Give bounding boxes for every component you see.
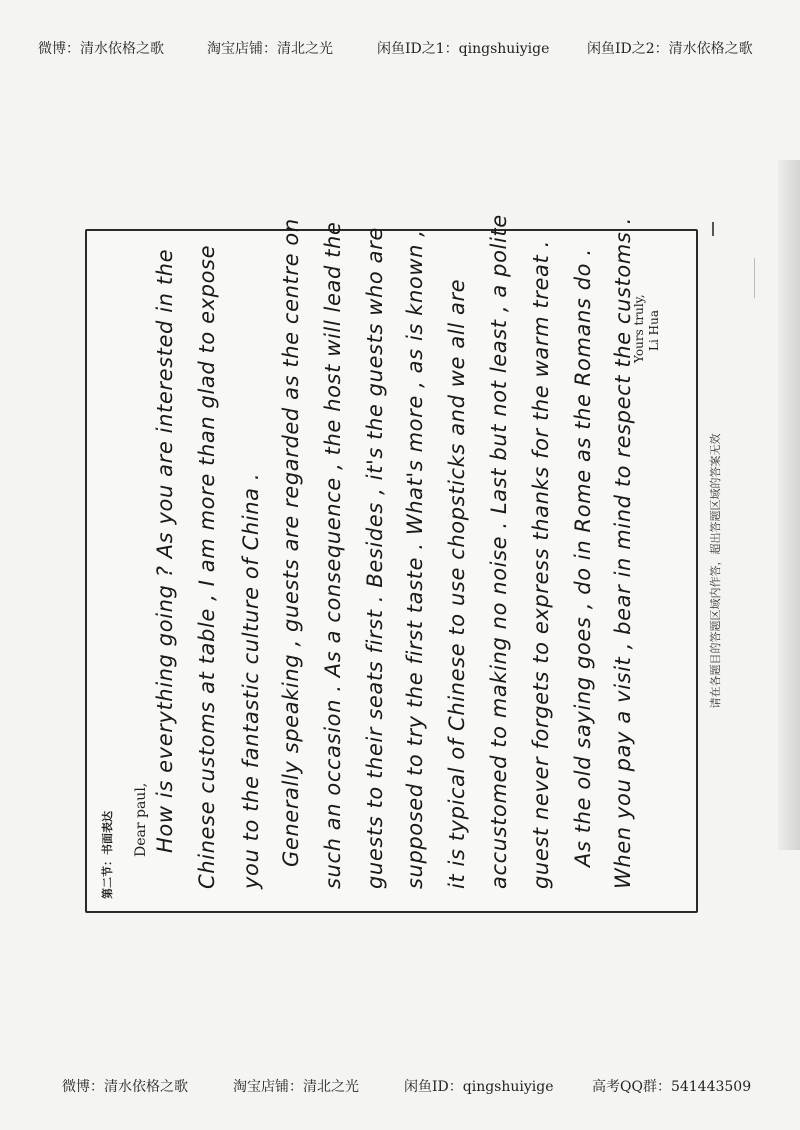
answer-box — [85, 214, 698, 913]
header-weibo: 微博：清水依格之歌 — [38, 41, 164, 57]
closing: Yours truly, — [632, 294, 646, 363]
essay-line: Generally speaking , guests are regarded as the centre on — [279, 218, 303, 867]
header-xianyu-id-1: 闲鱼ID之1：qingshuiyige — [377, 41, 550, 57]
section-title: 第二节：书面表达 — [101, 811, 114, 899]
essay-line: accustomed to making no noise . Last but not least , a polite — [487, 214, 511, 889]
footer-weibo: 微博：清水依格之歌 — [62, 1079, 188, 1095]
footer-taobao-shop: 淘宝店铺：清北之光 — [233, 1079, 359, 1095]
footer-xianyu-id: 闲鱼ID：qingshuiyige — [404, 1079, 554, 1095]
essay-line: guests to their seats first . Besides , it's the guests who are — [363, 227, 387, 889]
signature: Li Hua — [647, 310, 661, 351]
salutation: Dear paul, — [133, 782, 149, 857]
page-edge-shadow — [778, 160, 800, 850]
footer-qq-group: 高考QQ群：541443509 — [592, 1079, 752, 1095]
header-taobao-shop: 淘宝店铺：清北之光 — [207, 41, 333, 57]
essay-line: such an occasion . As a consequence , the host will lead the — [321, 221, 345, 889]
essay-line: you to the fantastic culture of China . — [239, 472, 263, 889]
essay-line: When you pay a visit , bear in mind to respect the customs . — [611, 217, 635, 889]
header-xianyu-id-2: 闲鱼ID之2：清水依格之歌 — [587, 41, 753, 57]
essay-line: it is typical of Chinese to use chopsticks and we all are — [445, 278, 469, 889]
margin-line — [754, 258, 755, 298]
essay-line: As the old saying goes , do in Rome as the Romans do . — [571, 248, 595, 867]
answer-area-note: 请在各题目的答题区域内作答，超出答题区域的答案无效 — [709, 433, 722, 709]
essay-line: supposed to try the first taste . What's more , as is known , — [403, 229, 427, 889]
essay-line: guest never forgets to express thanks for the warm treat . — [529, 240, 553, 889]
essay-line: Chinese customs at table , I am more than glad to expose — [195, 244, 219, 889]
answer-card — [85, 214, 722, 913]
essay-line: How is everything going ? As you are interested in the — [153, 248, 177, 853]
